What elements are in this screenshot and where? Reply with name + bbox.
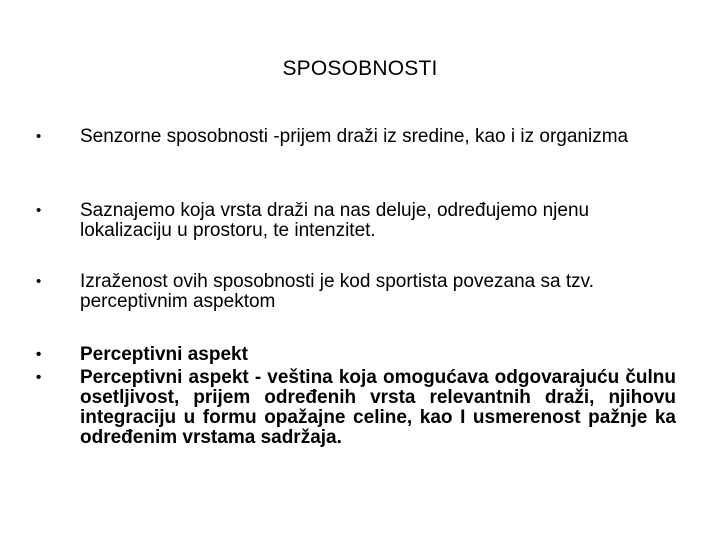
bullet-text: Senzorne sposobnosti -prijem draži iz sredine, kao i iz organizma <box>80 126 629 147</box>
bullet-icon: • <box>36 273 42 290</box>
bullet-text: Saznajemo koja vrsta draži na nas deluje, određujemo njenu lokalizaciju u prostoru, te intenzitet. <box>80 200 590 241</box>
list-item <box>36 368 676 448</box>
list-item <box>36 201 676 241</box>
bullet-icon: • <box>36 346 42 363</box>
bullet-icon: • <box>36 369 42 386</box>
list-item <box>36 127 676 147</box>
bullet-text: Perceptivni aspekt - veština koja omogućava odgovarajuću čulnu osetljivost, prijem određenih vrsta relevantnih draži, njihovu integraciju u formu opažajne celine, kao I usmerenost pažnje ka određenim vrstama sadržaja. <box>80 367 676 448</box>
bullet-text: Izraženost ovih sposobnosti je kod sportista povezana sa tzv. perceptivnim aspektom <box>80 271 594 312</box>
slide-title: SPOSOBNOSTI <box>282 57 438 80</box>
bullet-text: Perceptivni aspekt <box>80 344 248 365</box>
bullet-icon: • <box>36 128 42 145</box>
list-item <box>36 345 676 365</box>
bullet-icon: • <box>36 202 42 219</box>
list-item <box>36 272 676 312</box>
